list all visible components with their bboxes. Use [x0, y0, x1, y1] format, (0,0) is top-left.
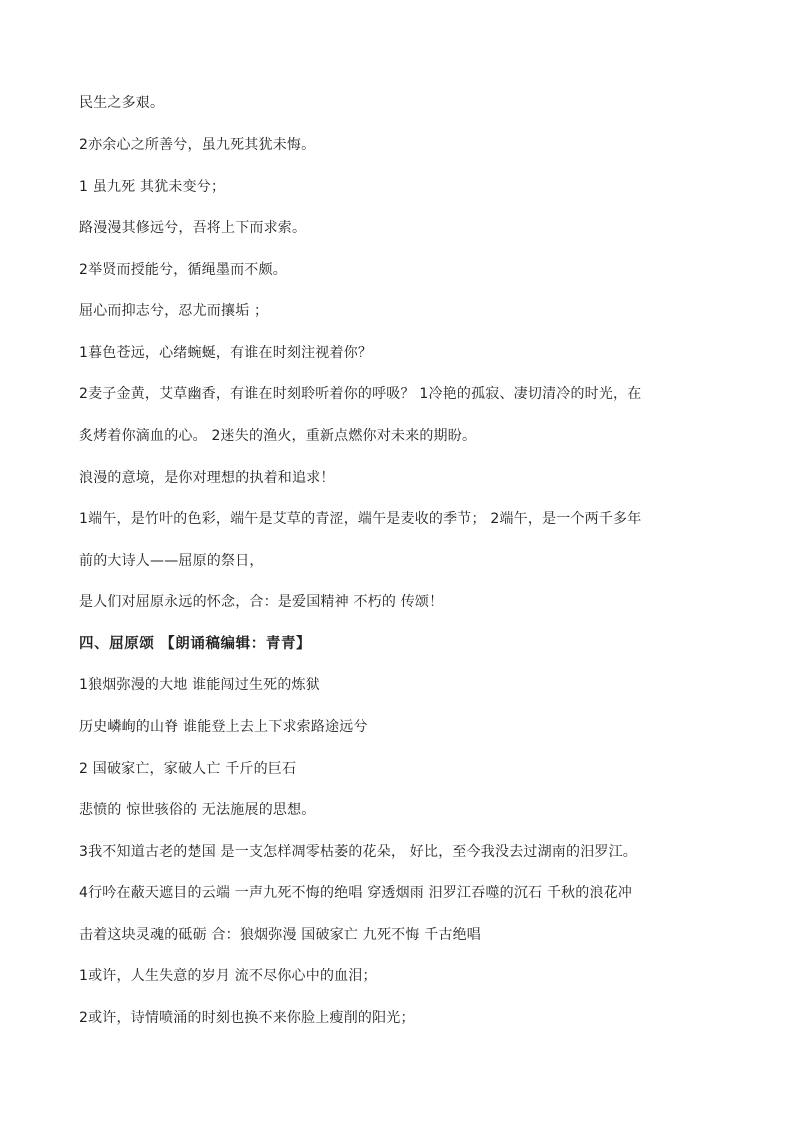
text-line: 历史嶙峋的山脊 谁能登上去上下求索路途远兮: [79, 719, 368, 735]
text-line: 1暮色苍远，心绪蜿蜒，有谁在时刻注视着你？: [79, 345, 373, 361]
text-line: 2亦余心之所善兮，虽九死其犹未悔。: [79, 137, 316, 153]
text-line: 3我不知道古老的楚国 是一支怎样凋零枯萎的花朵， 好比，至今我没去过湖南的汨罗江。: [79, 844, 638, 860]
text-line: 2举贤而授能兮，循绳墨而不颇。: [79, 262, 287, 278]
text-line: 路漫漫其修远兮，吾将上下而求索。: [79, 220, 307, 236]
text-line: 民生之多艰。: [79, 95, 165, 111]
text-line: 前的大诗人——屈原的祭日，: [79, 553, 264, 569]
text-line: 2麦子金黄，艾草幽香，有谁在时刻聆听着你的呼吸？ 1冷艳的孤寂、凄切清冷的时光，在: [79, 386, 642, 402]
text-line: 屈心而抑志兮，忍尤而攘垢 ；: [79, 303, 269, 319]
text-line: 悲愤的 惊世骇俗的 无法施展的思想。: [79, 802, 316, 818]
text-line: 浪漫的意境，是你对理想的执着和追求！: [79, 470, 335, 486]
text-line: 炙烤着你滴血的心。 2迷失的渔火，重新点燃你对未来的期盼。: [79, 428, 477, 444]
text-line: 是人们对屈原永远的怀念，合：是爱国精神 不朽的 传颂！: [79, 594, 444, 610]
text-line: 击着这块灵魂的砥砺 合：狼烟弥漫 国破家亡 九死不悔 千古绝唱: [79, 927, 481, 943]
text-line: 4行吟在蔽天遮目的云端 一声九死不悔的绝唱 穿透烟雨 汨罗江吞噬的沉石 千秋的浪花冲: [79, 885, 633, 901]
text-line: 1端午，是竹叶的色彩，端午是艾草的青涩，端午是麦收的季节； 2端午，是一个两千多年: [79, 511, 642, 527]
text-line: 2或许，诗情喷涌的时刻也换不来你脸上瘦削的阳光；: [79, 1010, 415, 1026]
text-line: 2 国破家亡，家破人亡 千斤的巨石: [79, 761, 297, 777]
text-line: 1狼烟弥漫的大地 谁能闯过生死的炼狱: [79, 677, 320, 693]
text-line: 1或许，人生失意的岁月 流不尽你心中的血泪；: [79, 968, 377, 984]
section-heading: 四、屈原颂 【朗诵稿编辑：青青】: [79, 636, 312, 652]
text-line: 1 虽九死 其犹未变兮；: [79, 179, 226, 195]
